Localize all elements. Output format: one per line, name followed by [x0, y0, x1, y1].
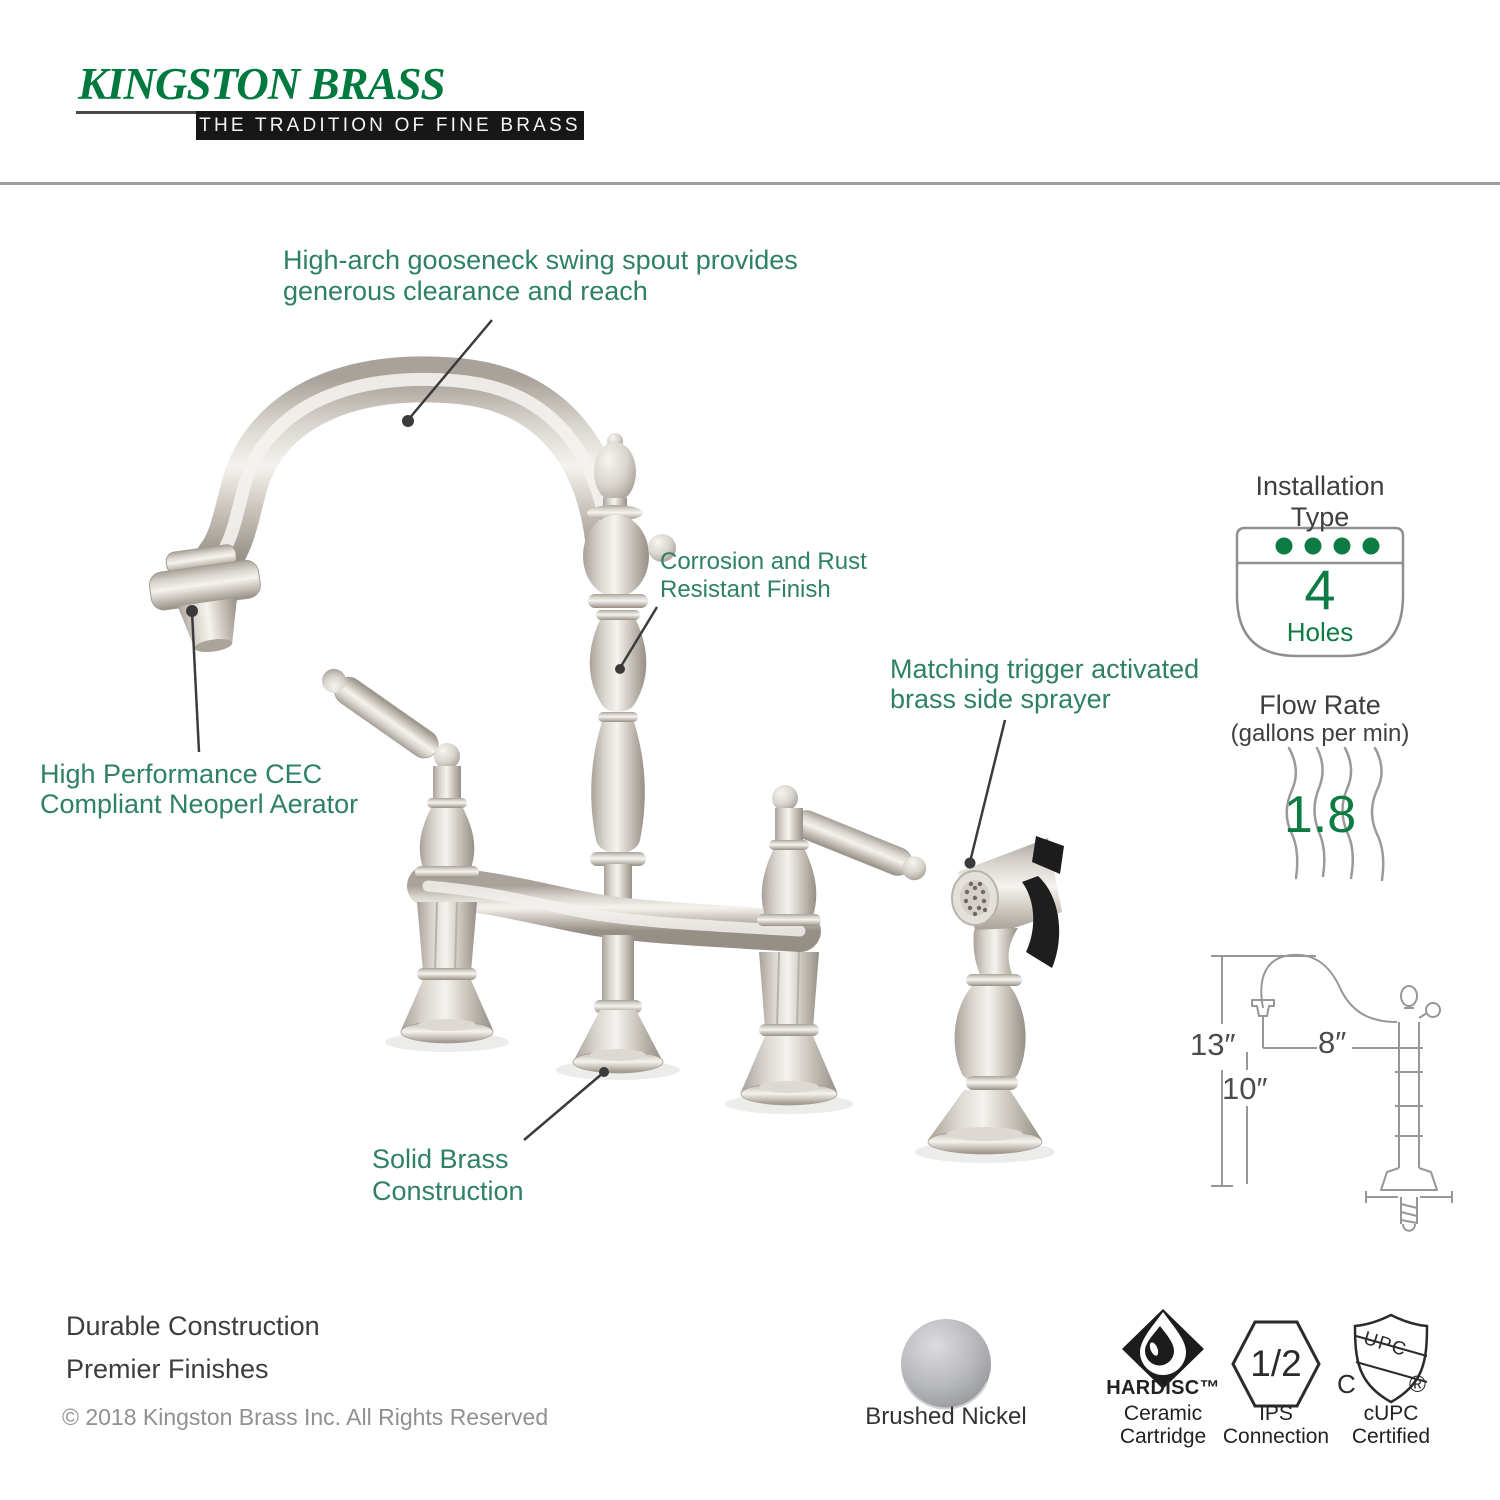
hardisc-brand-label: HARDISC™ [1106, 1377, 1220, 1399]
side-sprayer [928, 836, 1064, 1154]
upc-band-text: UPC [1360, 1328, 1410, 1362]
callout-aerator [40, 759, 358, 819]
connection-label-line2: Connection [1222, 1425, 1330, 1448]
installation-holes-unit: Holes [1286, 617, 1354, 647]
dimension-overall-height: 13″ [1190, 1027, 1236, 1062]
certification-registered-mark: ® [1409, 1371, 1426, 1397]
installation-holes-value: 4 [1304, 558, 1336, 621]
callout-construction-line1: Solid Brass [372, 1144, 509, 1174]
callout-construction-line2: Construction [372, 1176, 524, 1206]
kingston-brass-logo: KINGSTON BRASS [78, 59, 445, 109]
callout-line-construction [524, 1067, 609, 1140]
flow-rate-value: 1.8 [1283, 786, 1357, 844]
cartridge-label-line2: Cartridge [1119, 1425, 1207, 1448]
dimension-spout-reach: 8″ [1318, 1025, 1347, 1060]
logo-underline [76, 111, 197, 114]
center-base [573, 935, 663, 1073]
cartridge-label-line1: Ceramic [1123, 1402, 1203, 1425]
brushed-nickel-swatch-icon [901, 1319, 991, 1409]
certification-label-line1: cUPC [1363, 1402, 1419, 1425]
callout-line-sprayer [965, 720, 1006, 869]
callout-sprayer [890, 654, 1199, 714]
callout-construction [372, 1143, 524, 1207]
header-divider [0, 182, 1500, 185]
certification-label-line2: Certified [1351, 1425, 1431, 1448]
callout-sprayer-line2: brass side sprayer [890, 684, 1111, 714]
feature-premier-finishes: Premier Finishes [66, 1354, 269, 1384]
callout-aerator-line2: Compliant Neoperl Aerator [40, 789, 359, 819]
callout-finish-line2: Resistant Finish [660, 576, 831, 603]
left-handle-unit [316, 662, 493, 1043]
callout-spout [283, 245, 798, 307]
connection-label-line1: IPS [1259, 1402, 1293, 1425]
callout-finish [660, 548, 867, 604]
tagline-bar [196, 111, 584, 140]
installation-type-title: Installation Type [1255, 471, 1385, 532]
callout-sprayer-line1: Matching trigger activated [890, 654, 1200, 684]
copyright-text: © 2018 Kingston Brass Inc. All Rights Reserved [62, 1404, 549, 1430]
finish-swatch-label: Brushed Nickel [865, 1403, 1027, 1430]
callout-finish-line1: Corrosion and Rust [660, 548, 867, 575]
connection-size-value: 1/2 [1250, 1343, 1302, 1384]
callout-aerator-line1: High Performance CEC [40, 759, 323, 789]
feature-durable-construction: Durable Construction [66, 1311, 320, 1341]
dimension-deck-to-spout: 10″ [1222, 1071, 1268, 1106]
flow-rate-subtitle: (gallons per min) [1230, 720, 1410, 747]
callout-spout-line2: generous clearance and reach [283, 276, 648, 306]
water-drop-icon [1140, 1312, 1186, 1375]
callout-spout-line1: High-arch gooseneck swing spout provides [283, 245, 798, 275]
flow-rate-title: Flow Rate [1259, 690, 1381, 720]
gooseneck-spout [218, 379, 610, 560]
tagline-text: THE TRADITION OF FINE BRASS [199, 114, 581, 136]
aerator [145, 541, 268, 659]
certification-c-mark: C [1337, 1369, 1356, 1399]
